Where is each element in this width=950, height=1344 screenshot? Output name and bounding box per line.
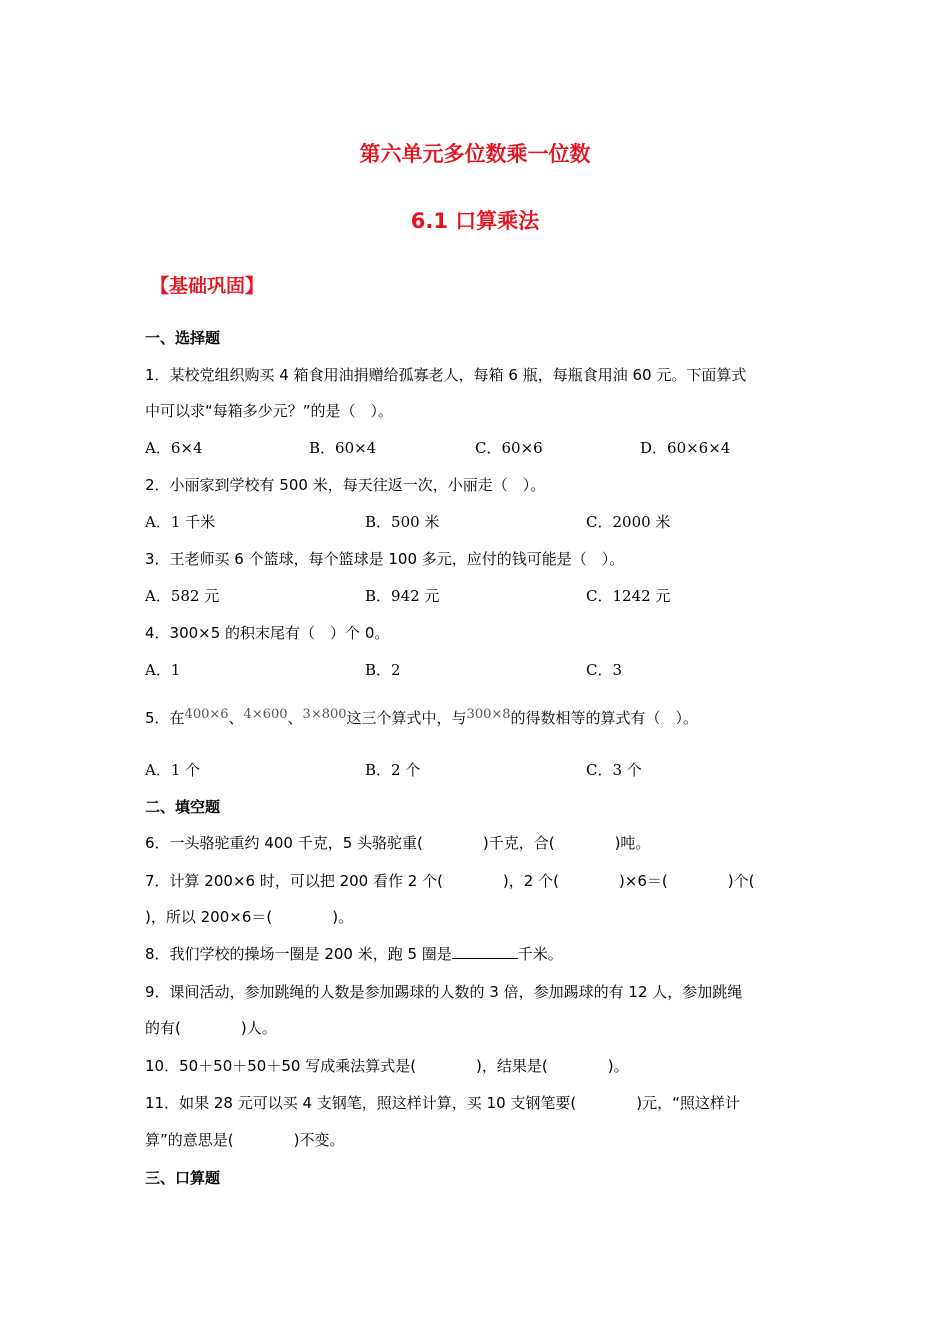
question-4: 4．300×5 的积末尾有（ ）个 0。 <box>145 624 390 642</box>
question-3-option-b: B．942 元 <box>365 587 440 605</box>
question-4-option-b: B．2 <box>365 661 401 679</box>
question-6: 6．一头骆驼重约 400 千克，5 头骆驼重( )千克，合( )吨。 <box>145 834 651 852</box>
question-5-expr-2: 4×600 <box>243 707 288 722</box>
question-5-expr-4: 300×8 <box>466 707 511 722</box>
question-1-option-a: A．6×4 <box>145 439 203 457</box>
question-5-option-c: C．3 个 <box>586 761 642 779</box>
heading-oral: 三、口算题 <box>145 1169 221 1187</box>
question-11-line-1: 11．如果 28 元可以买 4 支钢笔，照这样计算，买 10 支钢笔要( )元，“照这样计 <box>145 1094 740 1112</box>
question-7-line-1: 7．计算 200×6 时，可以把 200 看作 2 个( )，2 个( )×6＝( )个( <box>145 872 755 890</box>
question-8-blank[interactable] <box>452 944 518 959</box>
question-10: 10．50＋50＋50＋50 写成乘法算式是( )，结果是( )。 <box>145 1057 629 1075</box>
question-11-line-2: 算”的意思是( )不变。 <box>145 1131 345 1149</box>
question-2-option-b: B．500 米 <box>365 513 440 531</box>
question-5-expr-3: 3×800 <box>302 707 347 722</box>
question-5-expr-1: 400×6 <box>184 707 229 722</box>
question-1-option-b: B．60×4 <box>309 439 377 457</box>
question-5-option-b: B．2 个 <box>365 761 421 779</box>
question-5 <box>145 707 698 728</box>
question-1-option-d: D．60×6×4 <box>640 439 731 457</box>
question-1-option-c: C．60×6 <box>475 439 543 457</box>
question-5-suffix: 的得数相等的算式有（ ）。 <box>510 709 699 727</box>
question-4-option-c: C．3 <box>586 661 623 679</box>
heading-fill: 二、填空题 <box>145 798 221 816</box>
document-title: 第六单元多位数乘一位数 <box>359 142 591 166</box>
question-5-sep-1: 、 <box>228 709 244 727</box>
question-4-option-a: A．1 <box>145 661 181 679</box>
question-7-line-2: )，所以 200×6＝( )。 <box>145 908 354 926</box>
question-2-option-c: C．2000 米 <box>586 513 671 531</box>
question-3-option-c: C．1242 元 <box>586 587 671 605</box>
section-label: 【基础巩固】 <box>150 275 265 297</box>
question-2: 2．小丽家到学校有 500 米，每天往返一次，小丽走（ ）。 <box>145 476 546 494</box>
heading-choice: 一、选择题 <box>145 329 221 347</box>
question-9-line-2: 的有( )人。 <box>145 1019 277 1037</box>
question-5-option-a: A．1 个 <box>145 761 201 779</box>
question-5-prefix: 5．在 <box>145 709 185 727</box>
question-5-middle: 这三个算式中，与 <box>346 709 467 727</box>
question-1-line-1: 1．某校党组织购买 4 箱食用油捐赠给孤寡老人，每箱 6 瓶，每瓶食用油 60 元。下面算式 <box>145 366 747 384</box>
question-1-line-2: 中可以求“每箱多少元？”的是（ ）。 <box>145 402 394 420</box>
question-8-prefix: 8．我们学校的操场一圈是 200 米，跑 5 圈是 <box>145 945 452 963</box>
document-subtitle: 6.1 口算乘法 <box>410 209 540 233</box>
question-2-option-a: A．1 千米 <box>145 513 216 531</box>
question-3-option-a: A．582 元 <box>145 587 220 605</box>
question-9-line-1: 9．课间活动，参加跳绳的人数是参加踢球的人数的 3 倍，参加踢球的有 12 人，参加跳绳 <box>145 983 743 1001</box>
question-8-suffix: 千米。 <box>517 945 563 963</box>
question-8 <box>145 943 563 964</box>
question-5-sep-2: 、 <box>287 709 303 727</box>
question-3: 3．王老师买 6 个篮球，每个篮球是 100 多元，应付的钱可能是（ ）。 <box>145 550 625 568</box>
